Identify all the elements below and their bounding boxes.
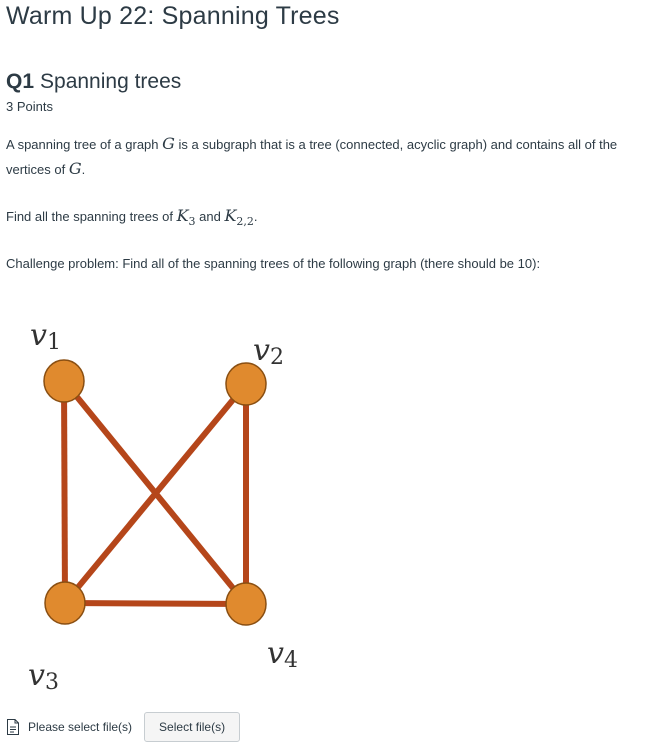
vertex-label-v3: v3 xyxy=(28,658,59,695)
graph-figure xyxy=(0,300,330,700)
vertex-v3 xyxy=(45,582,85,624)
select-files-button[interactable]: Select file(s) xyxy=(144,712,240,742)
file-upload xyxy=(6,710,646,743)
vertex-label-v4: v4 xyxy=(267,636,298,673)
edge-v3-v4 xyxy=(65,603,246,604)
graph-edges xyxy=(64,381,246,604)
text-run: . xyxy=(253,209,258,224)
vertex-v2 xyxy=(226,363,266,405)
text-run: . xyxy=(81,162,86,177)
question-title: Spanning trees xyxy=(40,70,182,93)
challenge-paragraph: Challenge problem: Find all of the spanning trees of the following graph (there should be 10): xyxy=(6,256,541,271)
vertex-v1 xyxy=(44,360,84,402)
definition-paragraph xyxy=(6,132,652,182)
upload-status-label: Please select file(s) xyxy=(28,719,133,734)
math-K3: $K_3$ xyxy=(176,206,196,229)
question-number: Q1 xyxy=(6,70,35,93)
vertex-label-v1: v1 xyxy=(30,318,61,355)
math-K22: $K_{2,2}$ xyxy=(224,206,254,229)
file-icon xyxy=(6,719,20,735)
edge-v1-v3 xyxy=(64,381,65,603)
question-heading xyxy=(6,70,181,94)
text-run: A spanning tree of a graph xyxy=(6,137,163,152)
text-run: Find all the spanning trees of xyxy=(6,209,177,224)
math-G: G xyxy=(68,159,82,178)
text-run: and xyxy=(195,209,225,224)
page-title: Warm Up 22: Spanning Trees xyxy=(6,2,340,30)
vertex-v4 xyxy=(226,583,266,625)
vertex-label-v2: v2 xyxy=(253,333,284,370)
text-run: is a subgraph that is a tree (connected, acyclic graph) and contains all of the vertices of xyxy=(6,137,618,177)
question-points: 3 Points xyxy=(6,99,53,114)
task-paragraph xyxy=(6,204,652,234)
math-G: G xyxy=(162,134,175,153)
